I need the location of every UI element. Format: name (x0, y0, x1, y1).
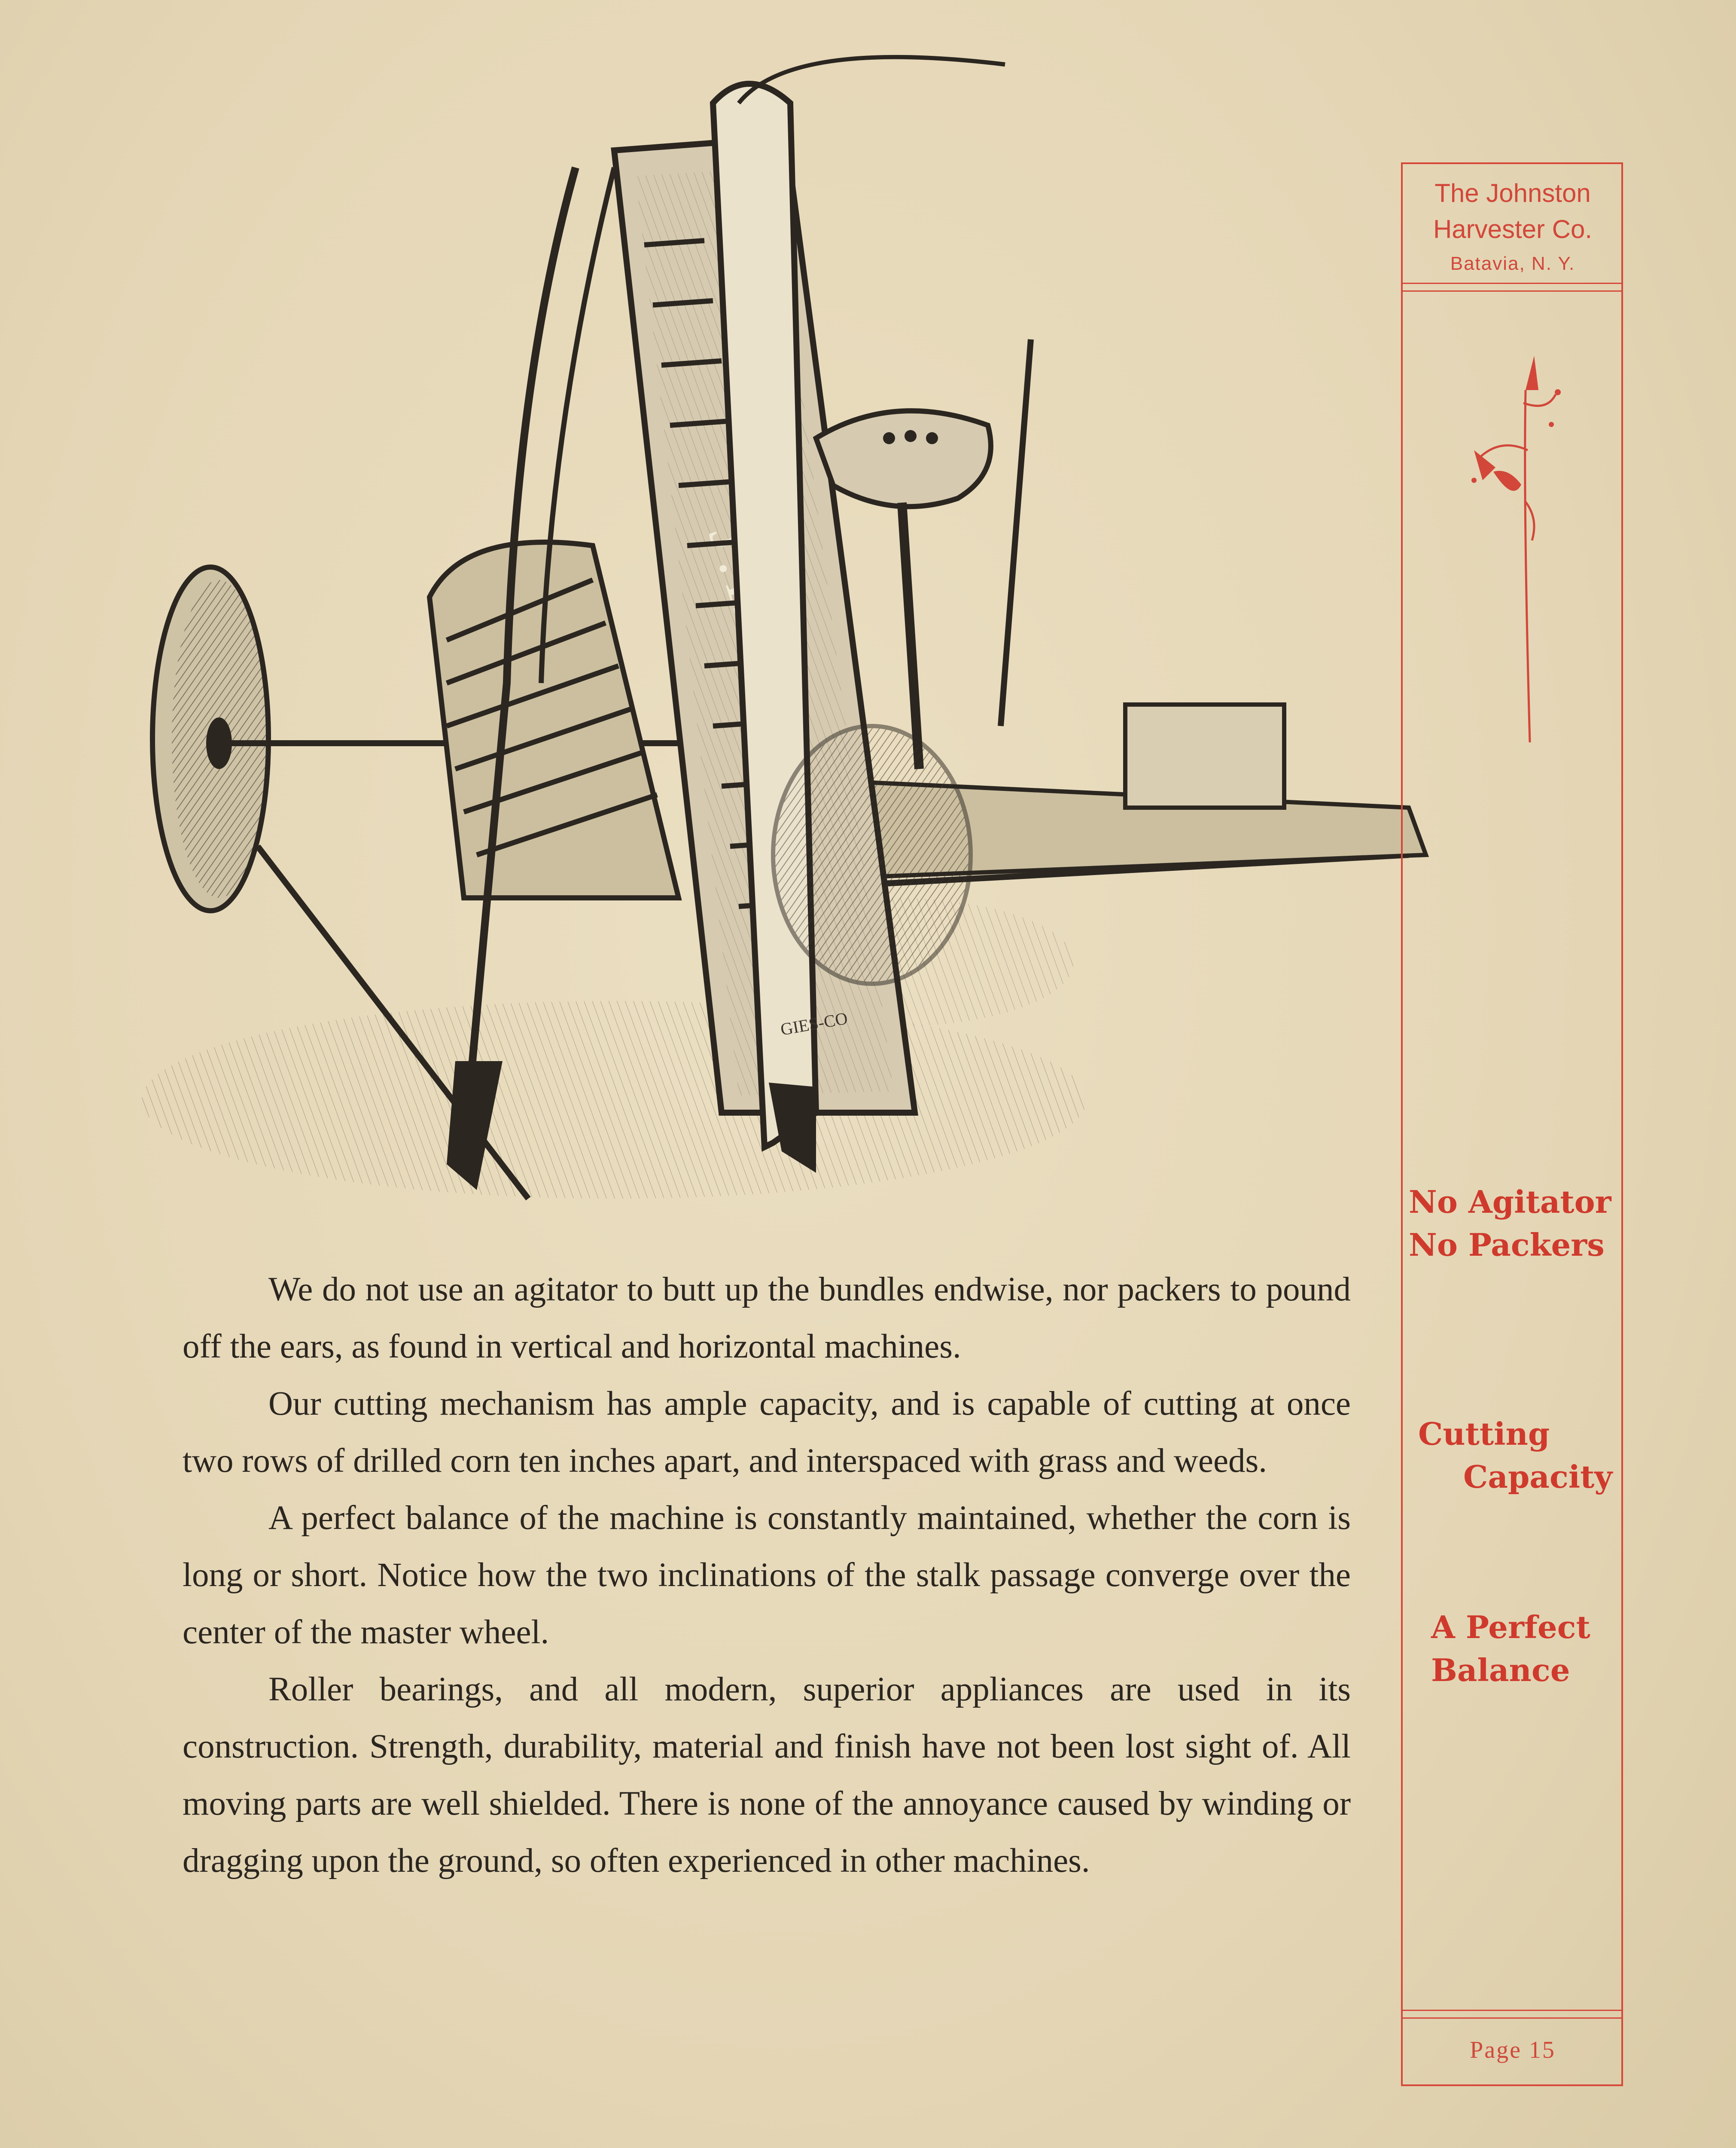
sidebar-header-rule (1401, 290, 1623, 292)
sidebar-rule-right (1621, 162, 1623, 2086)
company-location: Batavia, N. Y. (1450, 253, 1575, 274)
paragraph-no-agitator: We do not use an agitator to butt up the bundles endwise, nor packers to pound off the ears, as found in vertical and horizontal machines. (183, 1271, 1351, 1365)
sidebar-panel (1401, 162, 1630, 2086)
tool-box (1125, 705, 1284, 808)
page-number: Page 15 (1470, 2037, 1556, 2063)
paragraph-cutting-capacity: Our cutting mechanism has ample capacity, and is capable of cutting at once two rows of drilled corn ten inches apart, and interspaced with grass and weeds. (183, 1385, 1351, 1480)
control-lever (1001, 339, 1031, 726)
company-line-2: Harvester Co. (1433, 215, 1593, 244)
sidebar-footer-rule (1401, 2017, 1623, 2019)
sidebar-rule-top (1401, 162, 1623, 164)
engraver-signature: GIES-CO (779, 1008, 849, 1039)
sidebar-footer-rule (1401, 2010, 1623, 2011)
margin-heading-cutting-capacity: Cutting Capacity (1418, 1416, 1613, 1495)
company-line-1: The Johnston (1434, 179, 1591, 207)
paragraph-construction: Roller bearings, and all modern, superior appliances are used in its construction. Strength, durability, material and finish have not been lost sight of. All moving parts are well shielded. There is none of the annoyance caused by winding or dragging upon the ground, so often experienced in other machines. (183, 1671, 1351, 1880)
paragraph-perfect-balance: A perfect balance of the machine is constantly maintained, whether the corn is long or short. Notice how the two inclinations of the stalk passage converge over the center of the master wheel. (183, 1499, 1351, 1651)
margin-heading-perfect-balance: A Perfect Balance (1431, 1609, 1590, 1688)
body-text (183, 1261, 1351, 1889)
corn-harvester-illustration (77, 39, 1430, 1246)
bull-wheel (152, 567, 268, 911)
sidebar-rule-bottom (1401, 2084, 1623, 2086)
sidebar-header-rule (1401, 283, 1623, 284)
margin-heading-no-agitator: No Agitator No Packers (1409, 1184, 1611, 1263)
company-name (1410, 175, 1616, 280)
lily-ornament-icon (1448, 339, 1586, 768)
sidebar-rule-left (1401, 162, 1403, 2086)
gear-wheel (773, 726, 971, 984)
